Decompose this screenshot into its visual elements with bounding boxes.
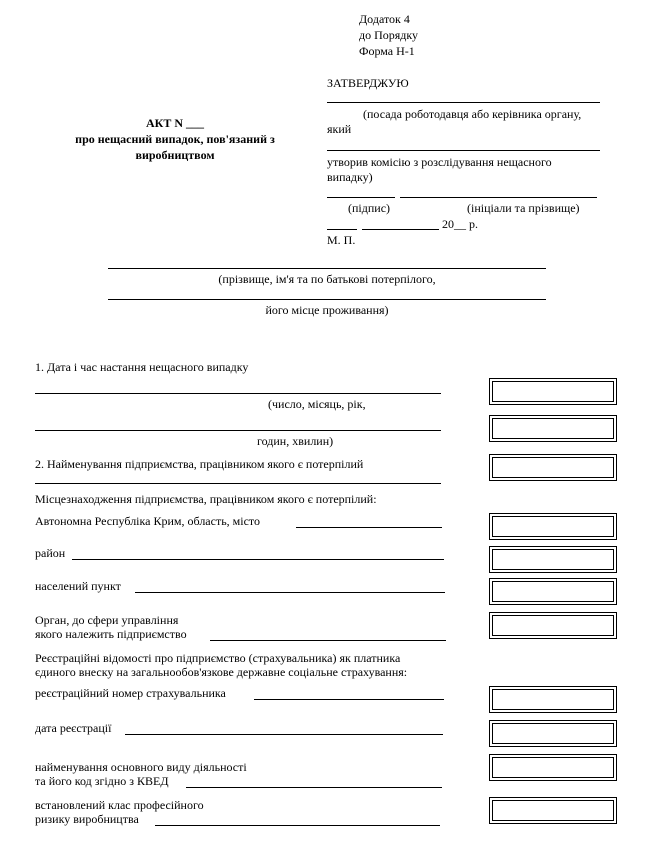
act-subtitle-1: про нещасний випадок, пов'язаний з	[75, 132, 275, 146]
activity-label-1: найменування основного виду діяльності	[35, 760, 247, 774]
activity-label-2: та його код згідно з КВЕД	[35, 774, 169, 788]
region-label: Автономна Республіка Крим, область, місто	[35, 514, 261, 528]
risk-line[interactable]	[155, 825, 440, 826]
victim-address-line[interactable]	[108, 299, 546, 300]
commission-hint-1: утворив комісію з розслідування нещасного	[327, 155, 552, 169]
reg-date-line[interactable]	[125, 734, 443, 735]
location-label: Місцезнаходження підприємства, працівником якого є потерпілий:	[35, 492, 377, 506]
act-subtitle-2: виробництвом	[135, 148, 215, 162]
reg-info-1: Реєстраційні відомості про підприємство (страхувальника) як платника	[35, 651, 401, 665]
signature-line[interactable]	[327, 197, 395, 198]
act-title: АКТ N ___	[145, 116, 205, 130]
appendix-line-2: до Порядку	[359, 28, 419, 42]
enterprise-code-box[interactable]	[489, 454, 617, 481]
datetime-label: 1. Дата і час настання нещасного випадку	[35, 360, 249, 374]
settlement-label: населений пункт	[35, 579, 121, 593]
risk-label-1: встановлений клас професійного	[35, 798, 204, 812]
victim-hint-2: його місце проживання)	[265, 303, 389, 317]
activity-code-box[interactable]	[489, 754, 617, 781]
activity-line[interactable]	[186, 787, 442, 788]
region-code-box[interactable]	[489, 513, 617, 540]
reg-date-code-box[interactable]	[489, 720, 617, 747]
position-line[interactable]	[327, 102, 600, 103]
reg-number-code-box[interactable]	[489, 686, 617, 713]
commission-hint-2: випадку)	[327, 170, 373, 184]
district-code-box[interactable]	[489, 546, 617, 573]
commission-line[interactable]	[327, 150, 600, 151]
enterprise-line[interactable]	[35, 483, 441, 484]
date-month-line[interactable]	[362, 229, 439, 230]
datetime-code-box-1[interactable]	[489, 378, 617, 405]
name-line[interactable]	[400, 197, 597, 198]
datetime-code-box-2[interactable]	[489, 415, 617, 442]
stamp-label: М. П.	[327, 233, 356, 247]
datetime-hint-2: годин, хвилин)	[257, 434, 334, 448]
authority-line[interactable]	[210, 640, 446, 641]
reg-number-line[interactable]	[254, 699, 444, 700]
datetime-line-1[interactable]	[35, 393, 441, 394]
authority-code-box[interactable]	[489, 612, 617, 639]
settlement-line[interactable]	[135, 592, 445, 593]
reg-info-2: єдиного внеску на загальнообов'язкове державне соціальне страхування:	[35, 665, 408, 679]
appendix-line-1: Додаток 4	[359, 12, 410, 26]
position-hint-2: який	[327, 122, 352, 136]
datetime-line-2[interactable]	[35, 430, 441, 431]
signature-label: (підпис)	[348, 201, 391, 215]
datetime-hint-1: (число, місяць, рік,	[268, 397, 366, 411]
date-day-line[interactable]	[327, 229, 357, 230]
authority-label-2: якого належить підприємство	[35, 627, 187, 641]
appendix-line-3: Форма Н-1	[359, 44, 415, 58]
position-hint-1: (посада роботодавця або керівника органу,	[363, 107, 582, 121]
enterprise-label: 2. Найменування підприємства, працівником якого є потерпілий	[35, 457, 364, 471]
risk-code-box[interactable]	[489, 797, 617, 824]
approval-title: ЗАТВЕРДЖУЮ	[327, 76, 409, 90]
district-label: район	[35, 546, 66, 560]
authority-label-1: Орган, до сфери управління	[35, 613, 179, 627]
district-line[interactable]	[72, 559, 444, 560]
settlement-code-box[interactable]	[489, 578, 617, 605]
date-year: 20__ р.	[442, 217, 478, 231]
name-label: (ініціали та прізвище)	[467, 201, 580, 215]
victim-hint-1: (прізвище, ім'я та по батькові потерпілого,	[218, 272, 436, 286]
victim-name-line[interactable]	[108, 268, 546, 269]
region-line[interactable]	[296, 527, 442, 528]
risk-label-2: ризику виробництва	[35, 812, 139, 826]
reg-date-label: дата реєстрації	[35, 721, 112, 735]
reg-number-label: реєстраційний номер страхувальника	[35, 686, 226, 700]
